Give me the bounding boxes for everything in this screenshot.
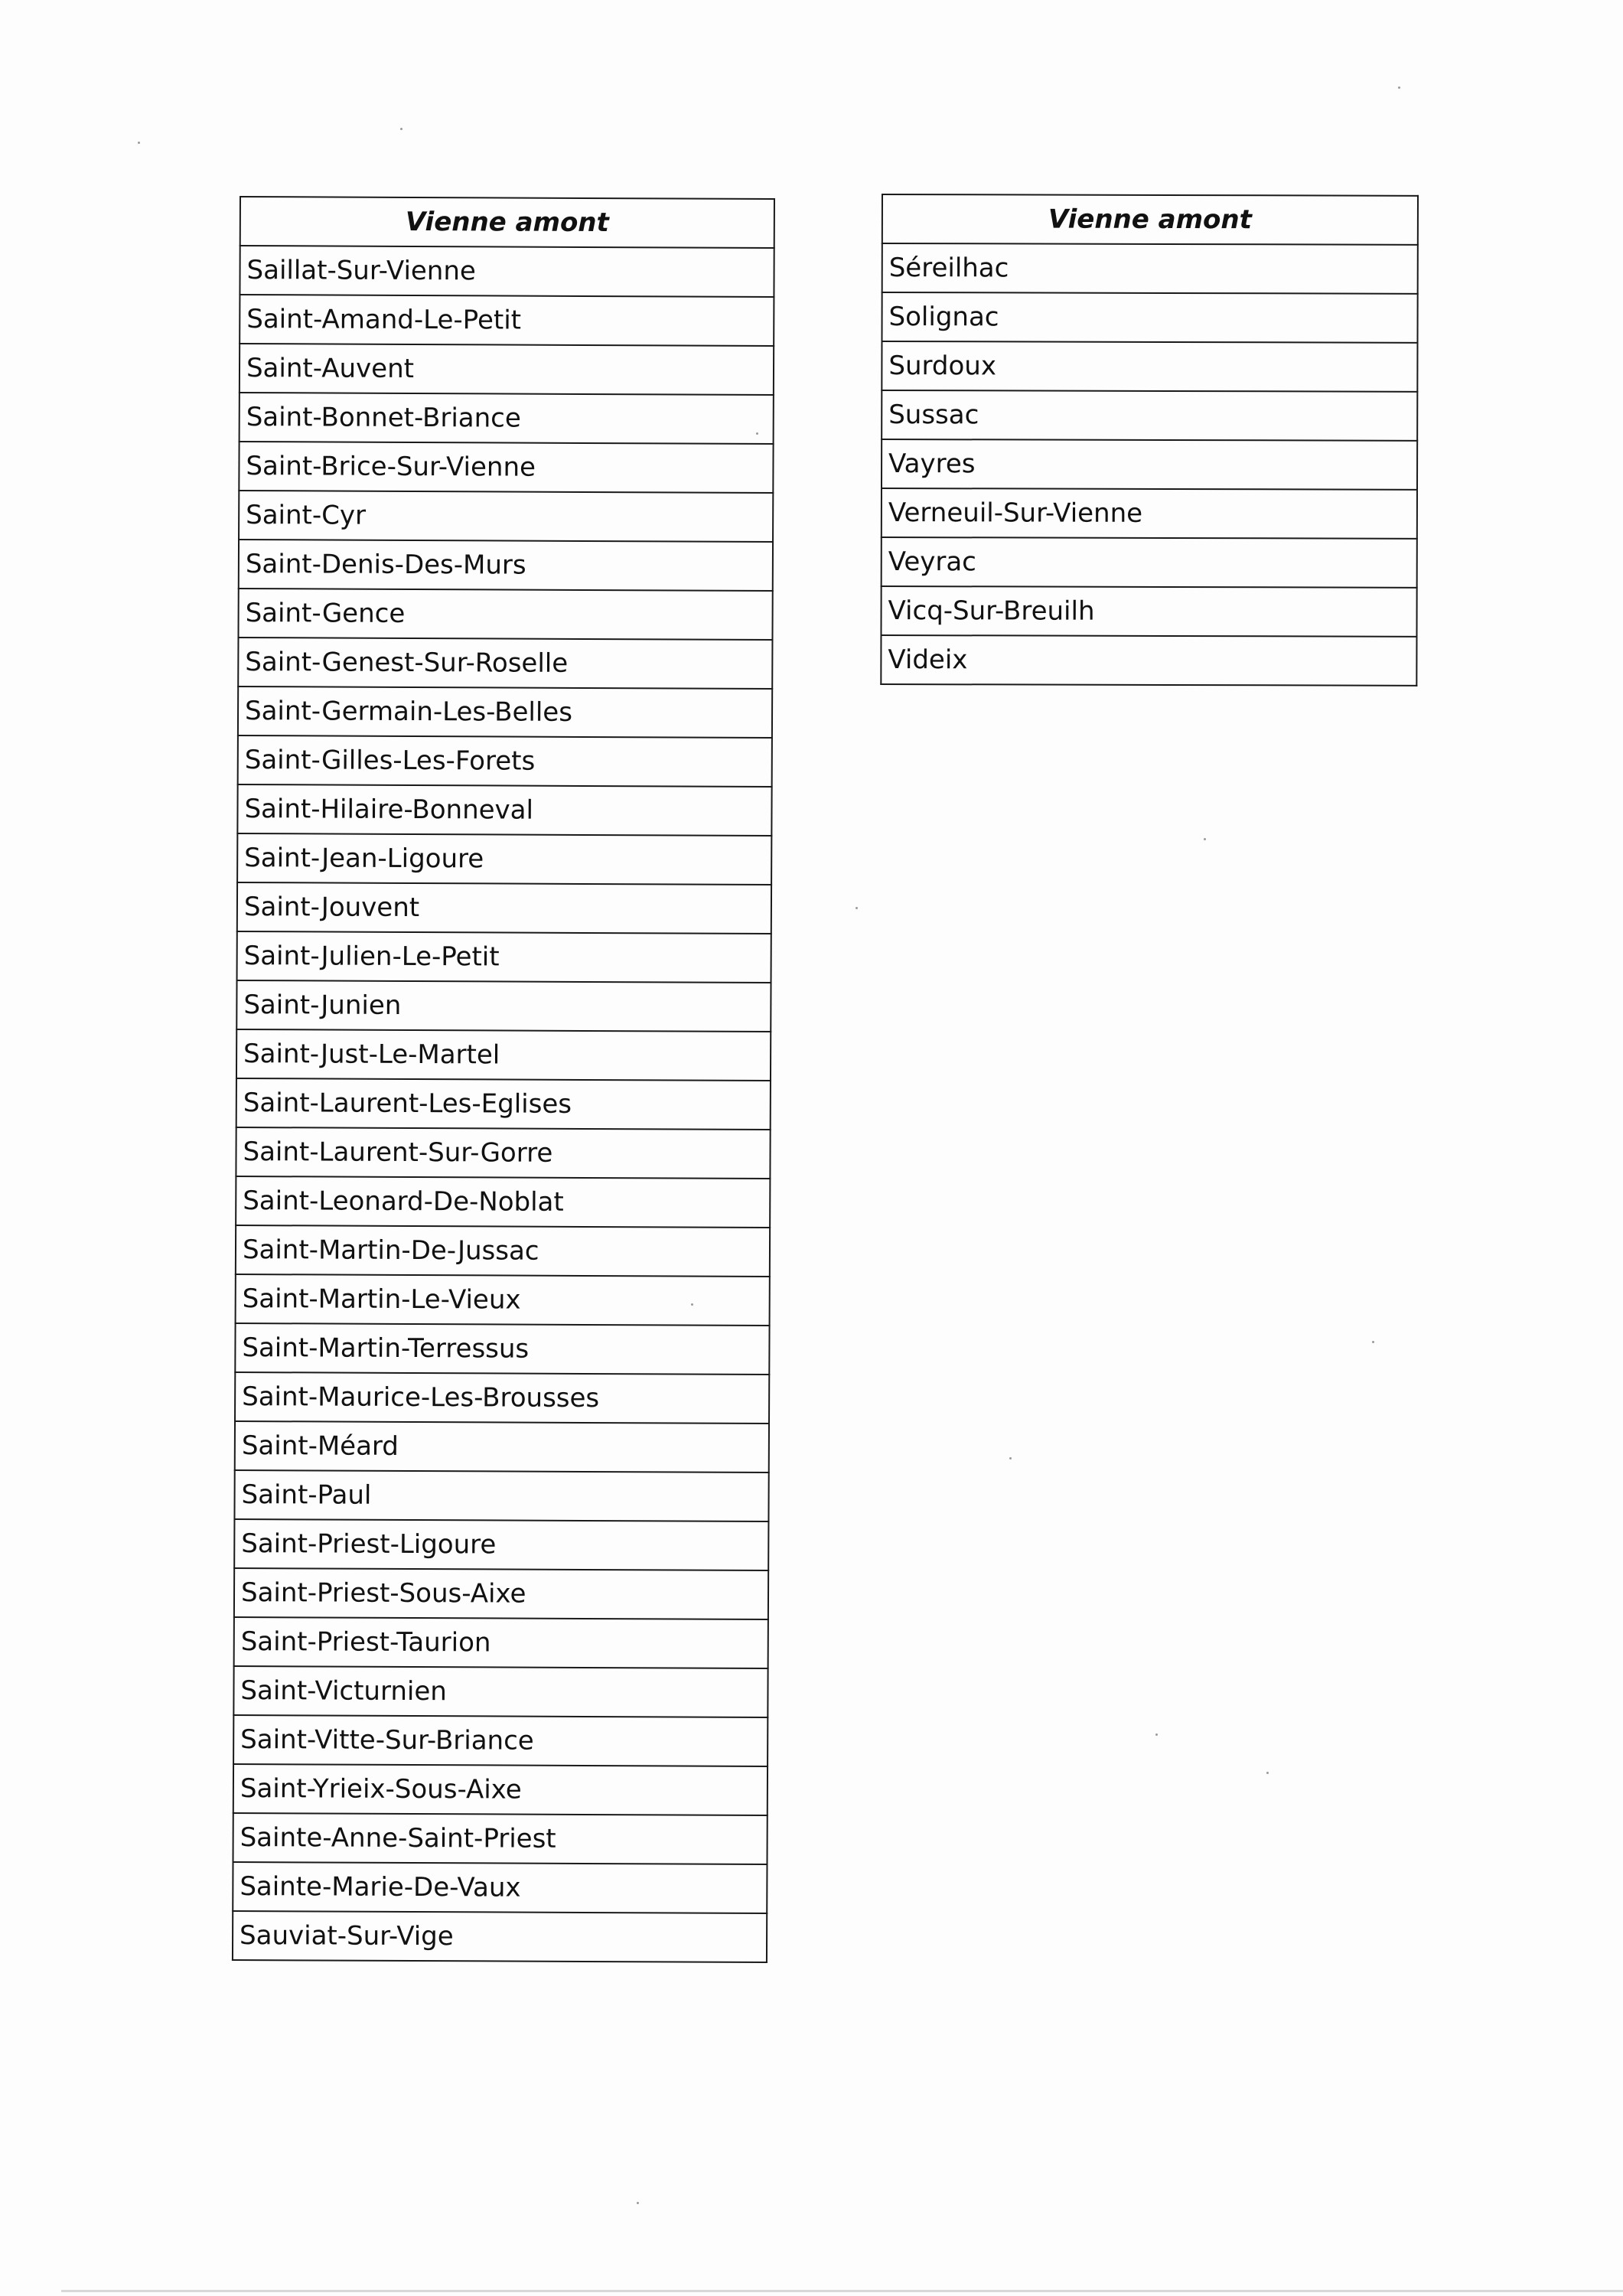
table-row [881, 586, 1416, 637]
commune-name-cell: Saint-Gilles-Les-Forets [238, 735, 772, 787]
scan-speck [1372, 1341, 1374, 1343]
table-row [235, 1372, 769, 1424]
scan-speck [400, 128, 402, 130]
table-row [234, 1617, 768, 1668]
commune-name-cell: Saint-Bonnet-Briance [240, 393, 774, 444]
table-row [237, 833, 771, 885]
communes-table-left [232, 196, 775, 1963]
table-row [236, 980, 771, 1032]
scan-speck [756, 432, 758, 435]
table-row [235, 1323, 769, 1375]
table-row [233, 1813, 768, 1864]
table-row [233, 1862, 767, 1913]
commune-name-cell: Saint-Jouvent [237, 882, 771, 934]
table-row [240, 393, 774, 444]
table-header-row [240, 197, 774, 248]
commune-name-cell: Saint-Martin-Le-Vieux [236, 1274, 770, 1326]
scan-speck [1266, 1772, 1269, 1774]
table-body [233, 246, 774, 1962]
scan-speck [1204, 838, 1206, 840]
table-row [238, 589, 772, 640]
table-row [239, 491, 773, 542]
table-row [237, 931, 771, 983]
table-row [240, 344, 774, 395]
table-row [233, 1715, 768, 1766]
commune-name-cell: Saint-Victurnien [233, 1666, 768, 1717]
scan-bottom-edge [61, 2290, 1623, 2292]
commune-name-cell: Saint-Genest-Sur-Roselle [238, 638, 772, 689]
commune-name-cell: Solignac [882, 292, 1417, 343]
scan-speck [691, 1303, 693, 1306]
table-row [882, 537, 1417, 588]
table-row [237, 882, 771, 934]
table-row [233, 1666, 768, 1717]
commune-name-cell: Saint-Cyr [239, 491, 773, 542]
table-row [233, 1764, 768, 1815]
table-header-row [882, 194, 1418, 245]
scan-speck [855, 907, 858, 909]
commune-name-cell: Saint-Priest-Ligoure [234, 1519, 768, 1570]
table-row [236, 1029, 771, 1081]
table-row [238, 735, 772, 787]
table-row [238, 638, 772, 689]
table-row [882, 243, 1418, 294]
table-row [233, 1911, 767, 1962]
table-row [239, 442, 773, 493]
communes-table-right [880, 194, 1419, 687]
table-row [234, 1470, 768, 1521]
table-header-cell: Vienne amont [882, 194, 1418, 245]
table-row [239, 540, 773, 591]
table-row [240, 295, 774, 346]
commune-name-cell: Saint-Junien [236, 980, 771, 1032]
commune-name-cell: Saint-Hilaire-Bonneval [237, 784, 771, 836]
commune-name-cell: Saint-Méard [235, 1421, 769, 1473]
table-row [882, 439, 1417, 490]
commune-name-cell: Saint-Just-Le-Martel [236, 1029, 771, 1081]
scan-speck [1398, 86, 1400, 89]
table-row [236, 1127, 770, 1179]
commune-name-cell: Saint-Martin-De-Jussac [236, 1225, 770, 1277]
table-header-cell: Vienne amont [240, 197, 774, 248]
commune-name-cell: Saint-Martin-Terressus [235, 1323, 769, 1375]
table-row [881, 635, 1416, 686]
commune-name-cell: Séreilhac [882, 243, 1418, 294]
table-row [240, 246, 774, 297]
commune-name-cell: Surdoux [882, 341, 1417, 392]
commune-name-cell: Vayres [882, 439, 1417, 490]
table-row [882, 341, 1417, 392]
commune-name-cell: Saint-Auvent [240, 344, 774, 395]
commune-name-cell: Saint-Germain-Les-Belles [238, 687, 772, 738]
commune-name-cell: Saint-Laurent-Les-Eglises [236, 1078, 771, 1130]
commune-name-cell: Saint-Jean-Ligoure [237, 833, 771, 885]
commune-name-cell: Saint-Brice-Sur-Vienne [239, 442, 773, 493]
commune-name-cell: Sainte-Marie-De-Vaux [233, 1862, 767, 1913]
commune-name-cell: Saint-Maurice-Les-Brousses [235, 1372, 769, 1424]
commune-name-cell: Saint-Amand-Le-Petit [240, 295, 774, 346]
table-row [238, 687, 772, 738]
commune-name-cell: Veyrac [882, 537, 1417, 588]
commune-name-cell: Saint-Leonard-De-Noblat [236, 1176, 770, 1228]
commune-name-cell: Saint-Gence [238, 589, 772, 640]
commune-name-cell: Videix [881, 635, 1416, 686]
commune-name-cell: Saint-Denis-Des-Murs [239, 540, 773, 591]
table-row [237, 784, 771, 836]
commune-name-cell: Saint-Julien-Le-Petit [237, 931, 771, 983]
commune-name-cell: Saint-Vitte-Sur-Briance [233, 1715, 768, 1766]
commune-name-cell: Saint-Laurent-Sur-Gorre [236, 1127, 770, 1179]
commune-name-cell: Saint-Paul [234, 1470, 768, 1521]
table-row [235, 1421, 769, 1473]
table-row [236, 1274, 770, 1326]
commune-name-cell: Saillat-Sur-Vienne [240, 246, 774, 297]
commune-name-cell: Saint-Priest-Taurion [234, 1617, 768, 1668]
commune-name-cell: Verneuil-Sur-Vienne [882, 488, 1417, 539]
table-row [882, 488, 1417, 539]
commune-name-cell: Sauviat-Sur-Vige [233, 1911, 767, 1962]
commune-name-cell: Vicq-Sur-Breuilh [881, 586, 1416, 637]
table-row [234, 1519, 768, 1570]
scan-speck [1155, 1733, 1158, 1736]
scan-speck [1009, 1457, 1012, 1459]
table-row [236, 1078, 771, 1130]
commune-name-cell: Sainte-Anne-Saint-Priest [233, 1813, 768, 1864]
commune-name-cell: Saint-Yrieix-Sous-Aixe [233, 1764, 768, 1815]
table-row [882, 292, 1417, 343]
scan-speck [637, 2202, 639, 2204]
table-row [234, 1568, 768, 1619]
table-row [236, 1225, 770, 1277]
commune-name-cell: Sussac [882, 390, 1417, 441]
commune-name-cell: Saint-Priest-Sous-Aixe [234, 1568, 768, 1619]
table-body [881, 243, 1418, 686]
scan-speck [138, 142, 140, 144]
table-row [882, 390, 1417, 441]
table-row [236, 1176, 770, 1228]
